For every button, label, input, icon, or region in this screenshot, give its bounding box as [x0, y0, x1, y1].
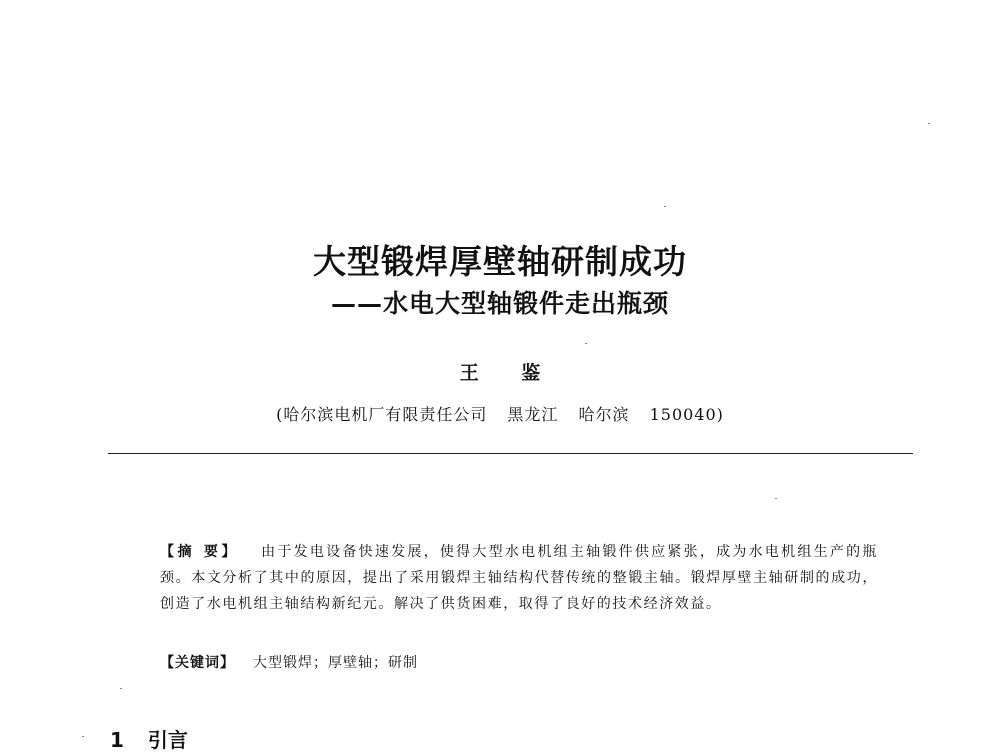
keywords-line — [160, 652, 418, 672]
section-number: 1 — [110, 728, 124, 752]
abstract-text: 由于发电设备快速发展，使得大型水电机组主轴锻件供应紧张，成为水电机组生产的瓶颈。本文分析了其中的原因，提出了采用锻焊主轴结构代替传统的整锻主轴。锻焊厚壁主轴研制的成功，创造了水电机组主轴结构新纪元。解决了供货困难，取得了良好的技术经济效益。 — [160, 544, 878, 612]
author-affiliation: (哈尔滨电机厂有限责任公司 黑龙江 哈尔滨 150040) — [276, 405, 724, 424]
section-heading-introduction — [110, 724, 188, 753]
paper-subtitle: ——水电大型轴锻件走出瓶颈 — [330, 289, 669, 318]
scan-speck — [585, 343, 587, 344]
section-title: 引言 — [147, 728, 188, 752]
keywords-label: 【关键词】 — [160, 655, 235, 671]
scan-speck — [928, 123, 930, 124]
abstract-block — [160, 539, 878, 617]
paper-title: 大型锻焊厚壁轴研制成功 — [313, 242, 687, 281]
author-name: 王 鉴 — [459, 362, 559, 384]
scan-speck — [120, 688, 122, 689]
scan-speck — [82, 736, 84, 737]
keywords-text: 大型锻焊；厚壁轴；研制 — [253, 655, 418, 671]
scan-speck — [664, 206, 666, 207]
abstract-label: 【摘 要】 — [160, 544, 240, 560]
scan-speck — [775, 498, 777, 499]
header-divider — [108, 453, 913, 454]
